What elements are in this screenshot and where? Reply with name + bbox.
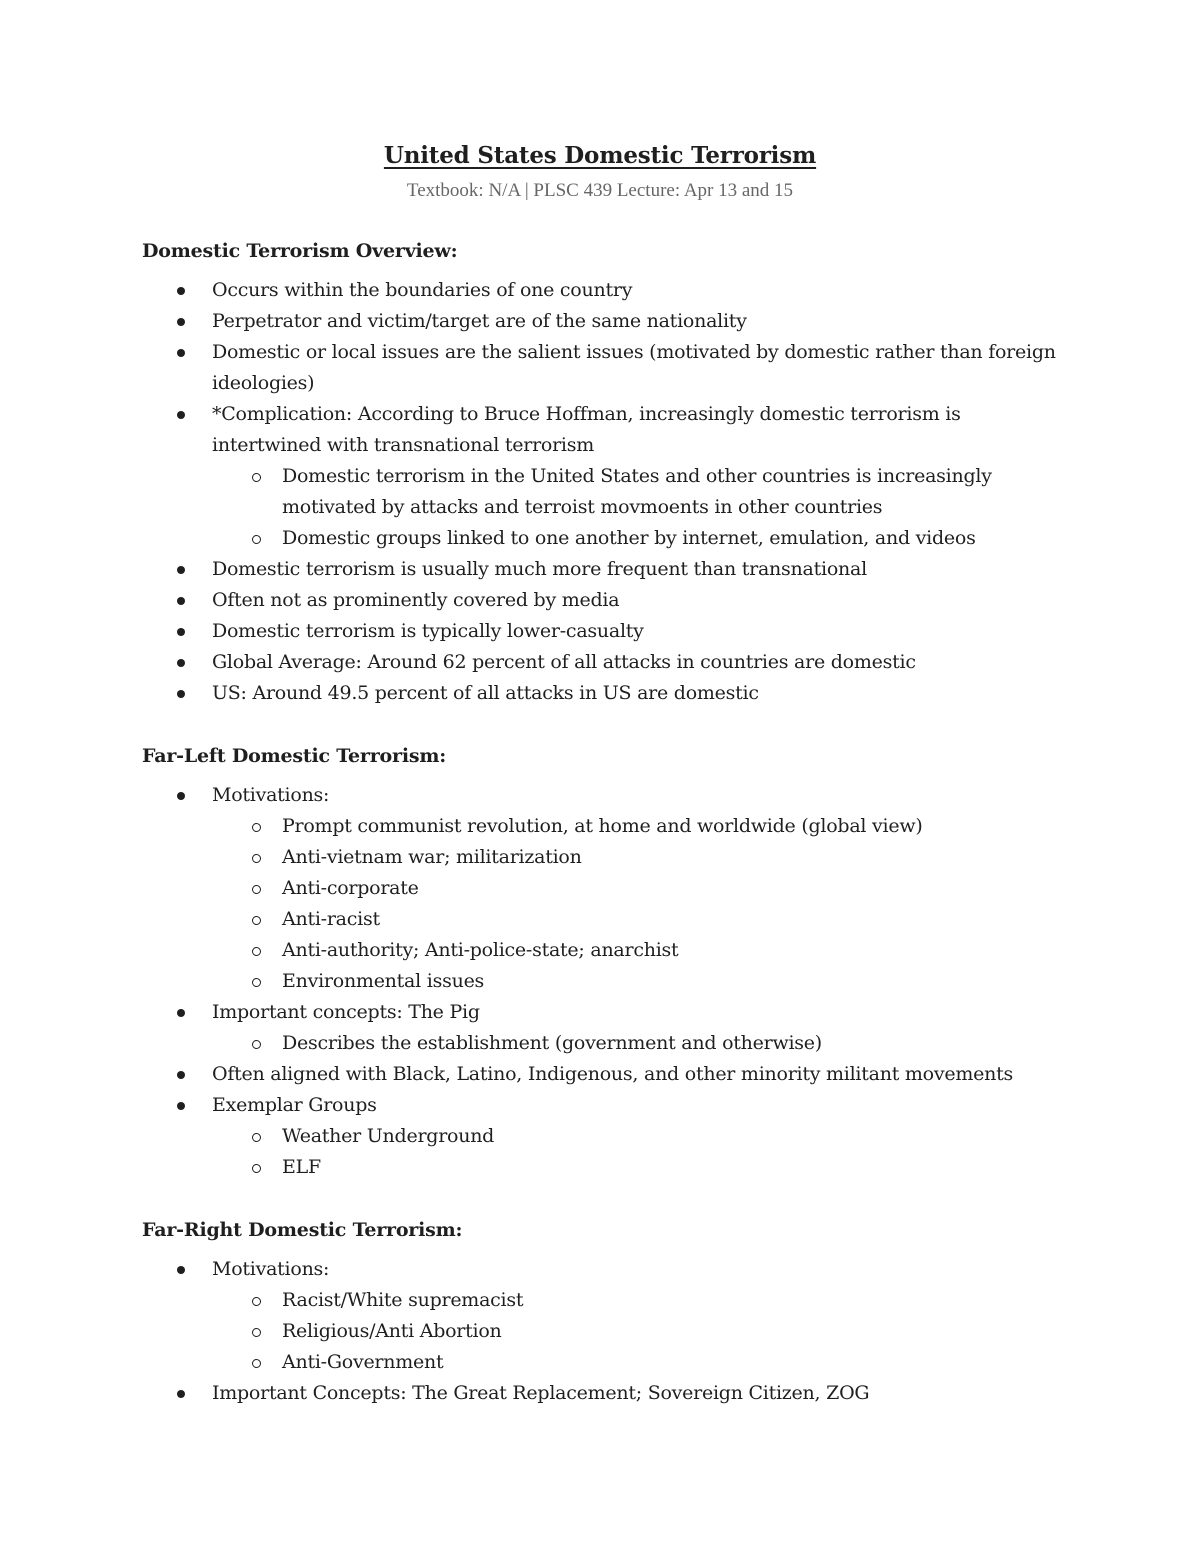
sub-list-item-text: Religious/Anti Abortion <box>282 1320 502 1342</box>
list-item <box>142 275 1072 306</box>
document-subtitle: Textbook: N/A | PLSC 439 Lecture: Apr 13 and 15 <box>406 180 794 201</box>
list-item <box>142 1254 1072 1378</box>
sub-list <box>212 1028 1072 1059</box>
bullet-dot-icon <box>177 287 185 295</box>
bullet-dot-icon <box>177 411 185 419</box>
section-overview <box>142 236 1072 709</box>
list-item <box>142 1378 1072 1409</box>
bullet-dot-icon <box>177 318 185 326</box>
list-item <box>142 585 1072 616</box>
sub-list-item-text: Describes the establishment (government and otherwise) <box>282 1032 822 1054</box>
list-item <box>142 337 1072 399</box>
list-item-text: Domestic terrorism is usually much more frequent than transnational <box>212 558 867 580</box>
sub-list-item-text: Weather Underground <box>282 1125 495 1147</box>
section-far-right <box>142 1215 1072 1409</box>
list-item <box>142 647 1072 678</box>
sub-list <box>212 811 1072 997</box>
list-item-text: Perpetrator and victim/target are of the same nationality <box>212 310 747 332</box>
sub-list-item-text: Environmental issues <box>282 970 485 992</box>
list-item-text: Motivations: <box>212 1258 330 1280</box>
sub-list-item <box>212 842 1072 873</box>
bullet-circle-icon <box>252 1040 261 1049</box>
sub-list-item-text: Anti-Government <box>282 1351 444 1373</box>
bullet-dot-icon <box>177 659 185 667</box>
sub-list-item-text: Domestic groups linked to one another by internet, emulation, and videos <box>282 527 976 549</box>
bullet-dot-icon <box>177 792 185 800</box>
bullet-circle-icon <box>252 1328 261 1337</box>
bullet-circle-icon <box>252 1164 261 1173</box>
bullet-dot-icon <box>177 597 185 605</box>
sub-list-item-text: Domestic terrorism in the United States and other countries is increasingly motivated by attacks and terroist movmoents in other countries <box>282 465 992 518</box>
sub-list-item <box>212 811 1072 842</box>
list-item-text: Exemplar Groups <box>212 1094 377 1116</box>
section-heading: Far-Left Domestic Terrorism: <box>142 745 447 767</box>
bullet-dot-icon <box>177 628 185 636</box>
bullet-list <box>142 275 1072 709</box>
bullet-circle-icon <box>252 1297 261 1306</box>
list-item <box>142 678 1072 709</box>
list-item-text: Global Average: Around 62 percent of all attacks in countries are domestic <box>212 651 916 673</box>
bullet-dot-icon <box>177 690 185 698</box>
list-item-text: Motivations: <box>212 784 330 806</box>
sub-list-item-text: Anti-corporate <box>282 877 419 899</box>
bullet-circle-icon <box>252 1359 261 1368</box>
section-far-left <box>142 741 1072 1183</box>
list-item <box>142 997 1072 1059</box>
list-item-text: US: Around 49.5 percent of all attacks in US are domestic <box>212 682 759 704</box>
sub-list-item-text: Anti-vietnam war; militarization <box>282 846 582 868</box>
sub-list-item <box>212 966 1072 997</box>
list-item-text: Domestic terrorism is typically lower-casualty <box>212 620 644 642</box>
list-item <box>142 306 1072 337</box>
sub-list-item-text: Anti-racist <box>282 908 380 930</box>
sub-list-item <box>212 1347 1072 1378</box>
list-item-text: Often not as prominently covered by media <box>212 589 620 611</box>
list-item-text: Often aligned with Black, Latino, Indigenous, and other minority militant movements <box>212 1063 1013 1085</box>
bullet-circle-icon <box>252 885 261 894</box>
list-item <box>142 399 1072 554</box>
list-item <box>142 1059 1072 1090</box>
bullet-circle-icon <box>252 978 261 987</box>
list-item-text: Important concepts: The Pig <box>212 1001 480 1023</box>
bullet-circle-icon <box>252 535 261 544</box>
sub-list <box>212 1285 1072 1378</box>
sub-list-item-text: ELF <box>282 1156 321 1178</box>
bullet-dot-icon <box>177 1390 185 1398</box>
bullet-circle-icon <box>252 473 261 482</box>
bullet-dot-icon <box>177 349 185 357</box>
sub-list-item <box>212 461 1072 523</box>
bullet-dot-icon <box>177 1266 185 1274</box>
sub-list-item <box>212 935 1072 966</box>
bullet-circle-icon <box>252 1133 261 1142</box>
bullet-circle-icon <box>252 854 261 863</box>
bullet-circle-icon <box>252 916 261 925</box>
bullet-circle-icon <box>252 823 261 832</box>
sub-list-item <box>212 523 1072 554</box>
bullet-list <box>142 780 1072 1183</box>
sub-list-item <box>212 1121 1072 1152</box>
document-title: United States Domestic Terrorism <box>383 142 817 169</box>
sub-list-item <box>212 1316 1072 1347</box>
sub-list-item <box>212 1285 1072 1316</box>
bullet-dot-icon <box>177 566 185 574</box>
sub-list-item-text: Racist/White supremacist <box>282 1289 524 1311</box>
list-item-text: Occurs within the boundaries of one country <box>212 279 633 301</box>
section-heading: Domestic Terrorism Overview: <box>142 240 458 262</box>
sub-list-item <box>212 873 1072 904</box>
bullet-circle-icon <box>252 947 261 956</box>
sub-list-item-text: Prompt communist revolution, at home and worldwide (global view) <box>282 815 923 837</box>
list-item-text: Important Concepts: The Great Replacement; Sovereign Citizen, ZOG <box>212 1382 870 1404</box>
list-item <box>142 1090 1072 1183</box>
section-heading: Far-Right Domestic Terrorism: <box>142 1219 463 1241</box>
list-item <box>142 780 1072 997</box>
bullet-dot-icon <box>177 1009 185 1017</box>
bullet-dot-icon <box>177 1102 185 1110</box>
sub-list-item <box>212 1152 1072 1183</box>
bullet-list <box>142 1254 1072 1409</box>
sub-list-item <box>212 1028 1072 1059</box>
sub-list <box>212 461 1072 554</box>
bullet-dot-icon <box>177 1071 185 1079</box>
list-item-text: Domestic or local issues are the salient issues (motivated by domestic rather than foreign ideologies) <box>212 341 1056 394</box>
sub-list-item-text: Anti-authority; Anti-police-state; anarchist <box>282 939 679 961</box>
list-item <box>142 554 1072 585</box>
sub-list <box>212 1121 1072 1183</box>
list-item-text: *Complication: According to Bruce Hoffman, increasingly domestic terrorism is intertwined with transnational terrorism <box>212 403 961 456</box>
sub-list-item <box>212 904 1072 935</box>
list-item <box>142 616 1072 647</box>
